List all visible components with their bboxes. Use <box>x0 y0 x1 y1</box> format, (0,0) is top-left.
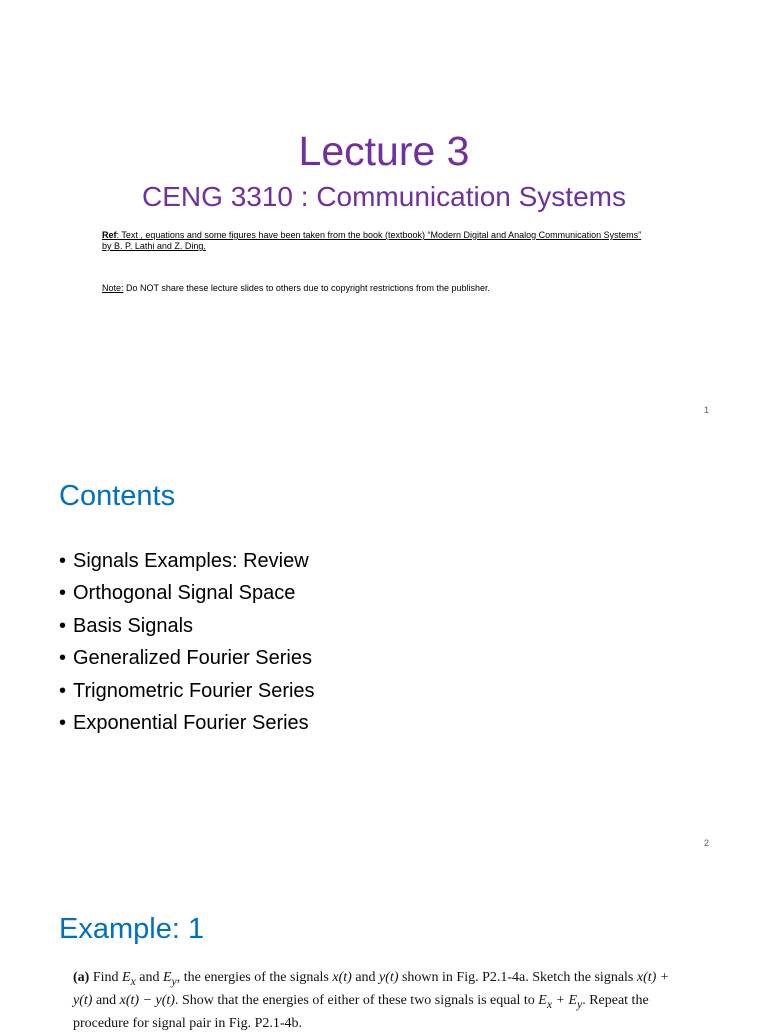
note-text: Do NOT share these lecture slides to others due to copyright restrictions from the publisher. <box>123 283 491 293</box>
list-item: • Generalized Fourier Series <box>59 642 315 674</box>
problem-text-segment: and <box>351 970 380 985</box>
note-label: Note: <box>102 283 124 293</box>
signal-x: x(t) <box>332 970 352 985</box>
problem-text-segment: . Repeat the procedure for signal pair in Fig. P2.1-4b. <box>73 992 649 1031</box>
problem-text-segment: Find <box>89 970 123 985</box>
symbol: + E <box>552 992 577 1008</box>
list-item: • Signals Examples: Review <box>59 545 315 577</box>
copyright-note <box>102 283 702 294</box>
reference-text: : Text , equations and some figures have been taken from the book (textbook) “Modern Digital and Analog Communication Systems” by B. P. Lathi and Z. Ding. <box>102 230 642 251</box>
energy-sum <box>538 992 583 1011</box>
page-number: 1 <box>703 405 709 415</box>
energy-ey <box>162 970 177 988</box>
contents-slide <box>0 432 768 865</box>
subscript: x <box>546 997 552 1011</box>
example-heading: Example: 1 <box>59 913 205 945</box>
reference-note <box>102 230 642 252</box>
problem-text-segment: and <box>135 970 163 985</box>
symbol: E <box>162 970 172 985</box>
energy-ex <box>122 970 136 988</box>
lecture-title: Lecture 3 <box>298 128 470 174</box>
signal-difference: x(t) − y(t) <box>119 992 175 1008</box>
subscript: x <box>130 974 136 988</box>
problem-statement <box>73 968 673 1033</box>
signal-sum: x(t) + y(t) <box>73 970 670 1008</box>
reference-label: Ref <box>102 230 117 240</box>
list-item: • Exponential Fourier Series <box>59 707 315 739</box>
problem-text-segment: . Show that the energies of either of these two signals is equal to <box>174 992 539 1008</box>
part-label: (a) <box>73 970 90 985</box>
contents-list <box>59 545 315 739</box>
list-item: • Orthogonal Signal Space <box>59 577 315 609</box>
signal-y: y(t) <box>379 970 399 985</box>
title-slide <box>0 0 768 432</box>
page-number: 2 <box>703 838 709 848</box>
problem-text-segment: and <box>92 992 120 1008</box>
symbol: E <box>538 992 547 1008</box>
list-item: • Basis Signals <box>59 610 315 642</box>
example-slide <box>0 865 768 1031</box>
subscript: y <box>577 997 583 1011</box>
list-item: • Trignometric Fourier Series <box>59 675 315 707</box>
subscript: y <box>171 974 177 988</box>
problem-text-segment: , the energies of the signals <box>176 970 333 985</box>
contents-heading: Contents <box>59 480 176 512</box>
symbol: E <box>122 970 131 985</box>
problem-text-segment: shown in Fig. P2.1-4a. Sketch the signals <box>398 970 637 985</box>
course-title: CENG 3310 : Communication Systems <box>142 181 626 212</box>
